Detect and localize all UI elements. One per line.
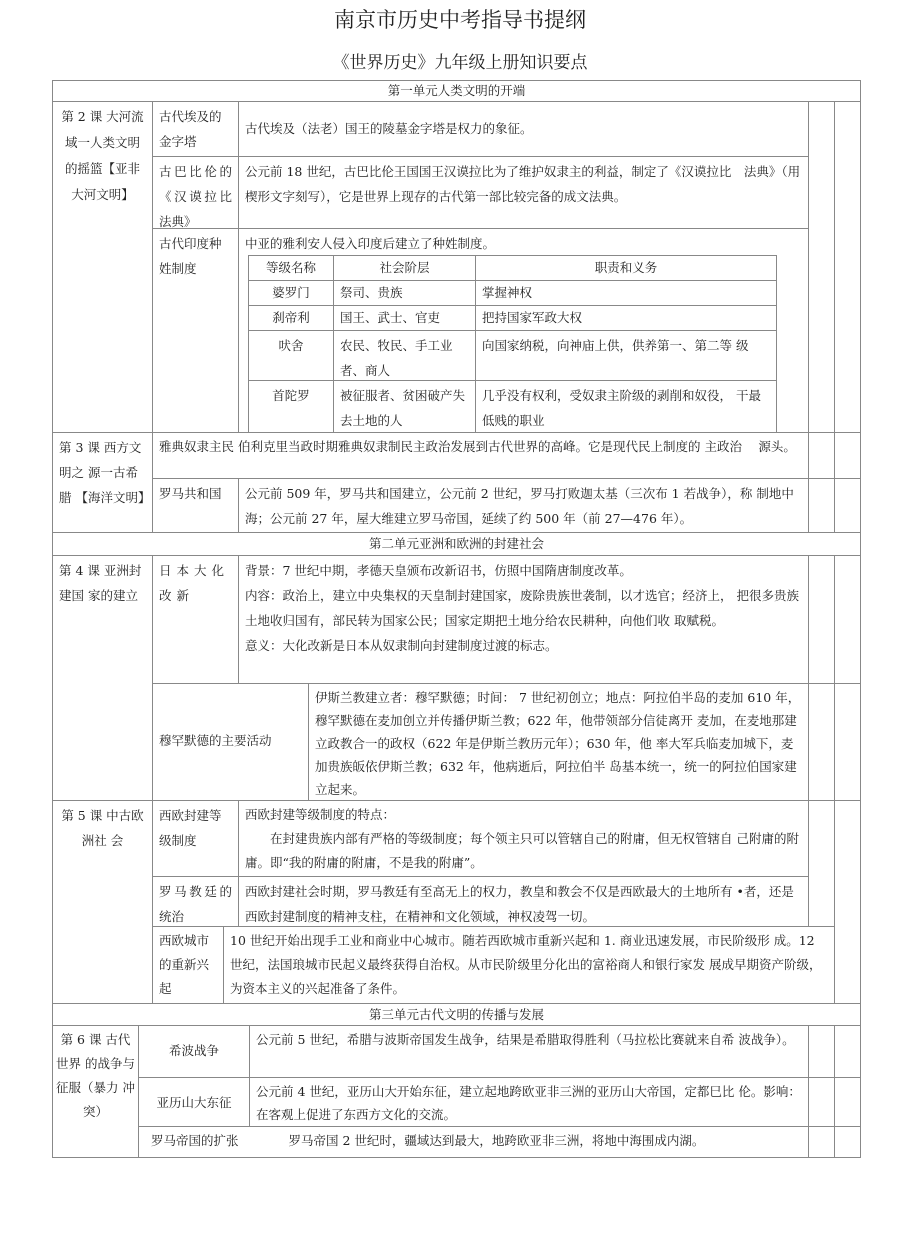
feudal-text: 在封建贵族内部有严格的等级制度；每个领主只可以管辖自己的附庸，但无权管辖自 己附庸的附庸。即“我的附庸的附庸，不是我的附庸”。 [245, 831, 799, 870]
caste-cell: 吠舍 [248, 330, 334, 381]
caste-cell: 国王、武士、官吏 [333, 305, 476, 331]
topic-label: 罗马帝国的扩张 [151, 1133, 239, 1148]
caste-cell: 祭司、贵族 [333, 280, 476, 306]
caste-header: 职责和义务 [475, 255, 777, 281]
topic-label: 古巴比伦的《汉谟拉比法典》 [152, 156, 239, 229]
taika-content: 内容：政治上，建立中央集权的天皇制封建国家，废除贵族世袭制，以才选官；经济上， 把很多贵族土地收归国有，部民转为国家公民；国家定期把土地分给农民耕种，向他们收 取赋税。 [245, 588, 799, 628]
blank-cell [834, 555, 861, 684]
topic-label: 穆罕默德的主要活动 [152, 683, 309, 801]
topic-label: 古代埃及的金字塔 [152, 101, 239, 157]
blank-cell [808, 683, 835, 801]
blank-cell [808, 101, 835, 433]
topic-content: 公元前 5 世纪，希腊与波斯帝国发生战争，结果是希腊取得胜利（马拉松比赛就来自希 波战争）。 [249, 1025, 809, 1078]
topic-content: 公元前 18 世纪，古巴比伦王国国王汉谟拉比为了维护奴隶主的利益，制定了《汉谟拉比 法典》（用楔形文字刻写），它是世界上现存的古代第一部比较完备的成文法典。 [238, 156, 809, 229]
caste-cell: 几乎没有权利，受奴隶主阶级的剥削和奴役， 干最低贱的职业 [475, 380, 777, 433]
lesson-cell: 第 2 课 大河流域一人类文明的摇篮【亚非大河文明】 [52, 101, 153, 433]
blank-cell [834, 683, 861, 801]
lesson-cell: 第 6 课 古代世界 的战争与 征服（暴力 冲突） [52, 1025, 139, 1158]
topic-content: 公元前 4 世纪，亚历山大开始东征，建立起地跨欧亚非三洲的亚历山大帝国，定都巳比 伦。影响：在客观上促进了东西方文化的交流。 [249, 1077, 809, 1127]
caste-cell: 向国家纳税，向神庙上供，供养第一、第二等 级 [475, 330, 777, 381]
caste-cell: 掌握神权 [475, 280, 777, 306]
document-subtitle: 《世界历史》九年级上册知识要点 [332, 53, 588, 73]
topic-text: 中亚的雅利安人侵入印度后建立了种姓制度。 [245, 236, 496, 251]
blank-cell [834, 101, 861, 433]
caste-header: 等级名称 [248, 255, 334, 281]
topic-row [138, 1126, 809, 1158]
caste-cell: 农民、牧民、手工业者、商人 [333, 330, 476, 381]
blank-cell [808, 1126, 835, 1158]
topic-content: 西欧封建社会时期，罗马教廷有至高无上的权力，教皇和教会不仅是西欧最大的土地所有 •者，还是西欧封建制度的精神支柱，在精神和文化领域，神权凌驾一切。 [238, 876, 809, 927]
topic-content: 罗马帝国 2 世纪时，疆域达到最大，地跨欧亚非三洲，将地中海围成内湖。 [288, 1133, 705, 1148]
topic-content: 雅典奴隶主民 伯利克里当政时期雅典奴隶制民主政治发展到古代世界的高峰。它是现代民上制度的 主政治 源头。 [152, 432, 809, 479]
lesson-cell: 第 4 课 亚洲封建国 家的建立 [52, 555, 153, 801]
feudal-title: 西欧封建等级制度的特点： [245, 807, 396, 822]
topic-content: 公元前 509 年，罗马共和国建立，公元前 2 世纪，罗马打败迦太基（三次布 1 若战争），称 制地中海；公元前 27 年，屋大维建立罗马帝国，延续了约 500 年（前 27—476 年）。 [238, 478, 809, 533]
blank-cell [834, 1126, 861, 1158]
blank-cell [834, 478, 861, 533]
blank-cell [834, 1077, 861, 1127]
caste-cell: 婆罗门 [248, 280, 334, 306]
topic-content: 古代埃及（法老）国王的陵墓金字塔是权力的象征。 [238, 101, 809, 157]
topic-label: 罗马教廷的统治 [152, 876, 239, 927]
unit-header: 第三单元古代文明的传播与发展 [52, 1003, 861, 1026]
blank-cell [808, 1025, 835, 1078]
document-title: 南京市历史中考指导书提纲 [334, 8, 586, 32]
blank-cell [808, 555, 835, 684]
caste-cell: 刹帝利 [248, 305, 334, 331]
topic-label: 日本大化改新 [152, 555, 239, 684]
blank-cell [834, 800, 861, 1004]
caste-cell: 把持国家军政大权 [475, 305, 777, 331]
blank-cell [808, 800, 835, 927]
caste-cell: 被征服者、贫困破产失去土地的人 [333, 380, 476, 433]
topic-label: 古代印度种姓制度 [152, 228, 239, 433]
topic-content: 伊斯兰教建立者：穆罕默德；时间： 7 世纪初创立；地点：阿拉伯半岛的麦加 610 年，穆罕默德在麦加创立并传播伊斯兰教；622 年，他带领部分信徒离开 麦加，在麦地那建立政教合一的政权（622 年是伊斯兰教历元年）；630 年，他 率大军兵临麦加城下，麦加贵族皈依伊斯兰教；632 年，他病逝后，阿拉伯半 岛基本统一，统一的阿拉伯国家建立起来。 [308, 683, 809, 801]
unit-header: 第一单元人类文明的开端 [52, 80, 861, 102]
topic-label: 希波战争 [138, 1025, 250, 1078]
blank-cell [808, 1077, 835, 1127]
blank-cell [808, 478, 835, 533]
topic-label: 亚历山大东征 [138, 1077, 250, 1127]
blank-cell [834, 1025, 861, 1078]
taika-background: 背景：7 世纪中期，孝德天皇颁布改新诏书，仿照中国隋唐制度改革。 [245, 563, 632, 578]
topic-label: 罗马共和国 [152, 478, 239, 533]
caste-header: 社会阶层 [333, 255, 476, 281]
lesson-cell: 第 3 课 西方文明之 源一古希腊 【海洋文明】 [52, 432, 153, 533]
topic-content: 10 世纪开始出现手工业和商业中心城市。随若西欧城市重新兴起和 1. 商业迅速发展，市民阶级形 成。12 世纪，法国琅城市民起义最终获得自治权。从市民阶级里分化出的富裕商人和银行家发 展成早期资产阶级，为资本主义的兴起准备了条件。 [223, 926, 835, 1004]
unit-header: 第二单元亚洲和欧洲的封建社会 [52, 532, 861, 556]
topic-label: 西欧封建等级制度 [152, 800, 239, 877]
blank-cell [808, 432, 835, 479]
blank-cell [834, 432, 861, 479]
taika-significance: 意义：大化改新是日本从奴隶制向封建制度过渡的标志。 [245, 638, 558, 653]
topic-content [238, 800, 809, 877]
topic-label: 西欧城市的重新兴起 [152, 926, 224, 1004]
caste-cell: 首陀罗 [248, 380, 334, 433]
topic-content [238, 555, 809, 684]
lesson-cell: 第 5 课 中古欧洲社 会 [52, 800, 153, 1004]
